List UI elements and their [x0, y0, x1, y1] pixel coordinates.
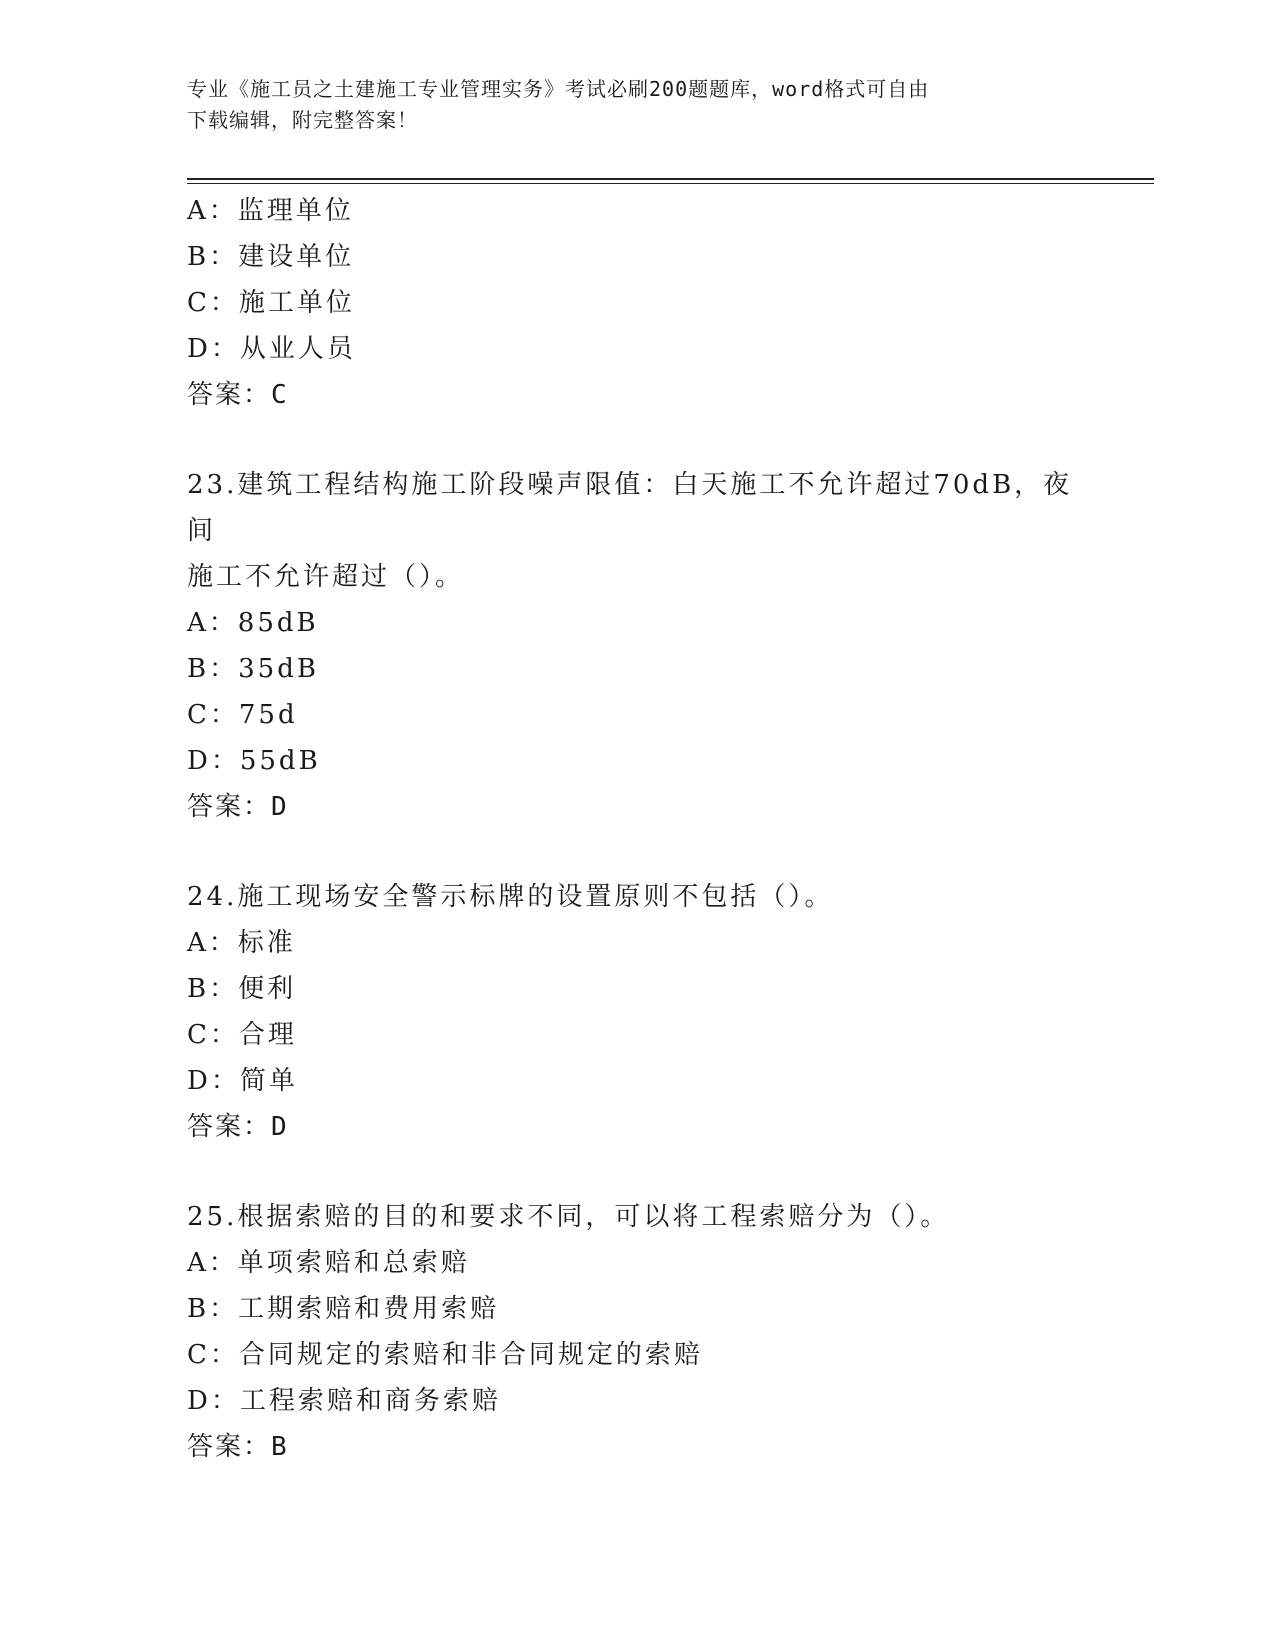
option-b: B：便利 [187, 974, 297, 1004]
answer-label: 答案： [187, 1112, 272, 1142]
question-text-line-1: 24.施工现场安全警示标牌的设置原则不包括（）。 [187, 882, 834, 912]
answer-value: C [271, 380, 289, 410]
option-d: D：简单 [187, 1066, 298, 1096]
header-line-2: 下载编辑，附完整答案！ [187, 108, 418, 132]
header-line-1: 专业《施工员之土建施工专业管理实务》考试必刷200题题库，word格式可自由 [187, 77, 930, 101]
question-23 [187, 462, 1087, 830]
answer-label: 答案： [187, 1432, 272, 1462]
question-25 [187, 1194, 1087, 1470]
answer-label: 答案： [187, 380, 272, 410]
option-a: A：标准 [187, 928, 296, 958]
answer-line [187, 784, 1087, 830]
option-b: B：35dB [187, 654, 319, 684]
question-24 [187, 874, 1087, 1150]
question-text-line-1: 23.建筑工程结构施工阶段噪声限值：白天施工不允许超过70dB，夜间 [187, 470, 1073, 546]
option-b: B：建设单位 [187, 242, 355, 272]
option-a: A：监理单位 [187, 196, 354, 226]
option-d: D：工程索赔和商务索赔 [187, 1386, 501, 1416]
document-header [187, 74, 1067, 136]
answer-value: D [271, 792, 289, 822]
option-c: C：施工单位 [187, 288, 355, 318]
answer-value: D [271, 1112, 289, 1142]
question-text-line-1: 25.根据索赔的目的和要求不同，可以将工程索赔分为（）。 [187, 1202, 950, 1232]
answer-line [187, 372, 1087, 418]
answer-label: 答案： [187, 792, 272, 822]
header-divider-thin [187, 183, 1154, 184]
option-c: C：合同规定的索赔和非合同规定的索赔 [187, 1340, 703, 1370]
option-a: A：单项索赔和总索赔 [187, 1248, 470, 1278]
header-divider-thick [187, 178, 1154, 180]
question-text-line-2: 施工不允许超过（）。 [187, 562, 465, 592]
option-c: C：合理 [187, 1020, 297, 1050]
option-a: A：85dB [187, 608, 319, 638]
option-d: D：从业人员 [187, 334, 356, 364]
option-b: B：工期索赔和费用索赔 [187, 1294, 500, 1324]
question-22 [187, 188, 1087, 418]
answer-value: B [271, 1432, 289, 1462]
option-c: C：75d [187, 700, 298, 730]
answer-line [187, 1104, 1087, 1150]
answer-line [187, 1424, 1087, 1470]
option-d: D：55dB [187, 746, 321, 776]
document-body [187, 188, 1087, 1470]
